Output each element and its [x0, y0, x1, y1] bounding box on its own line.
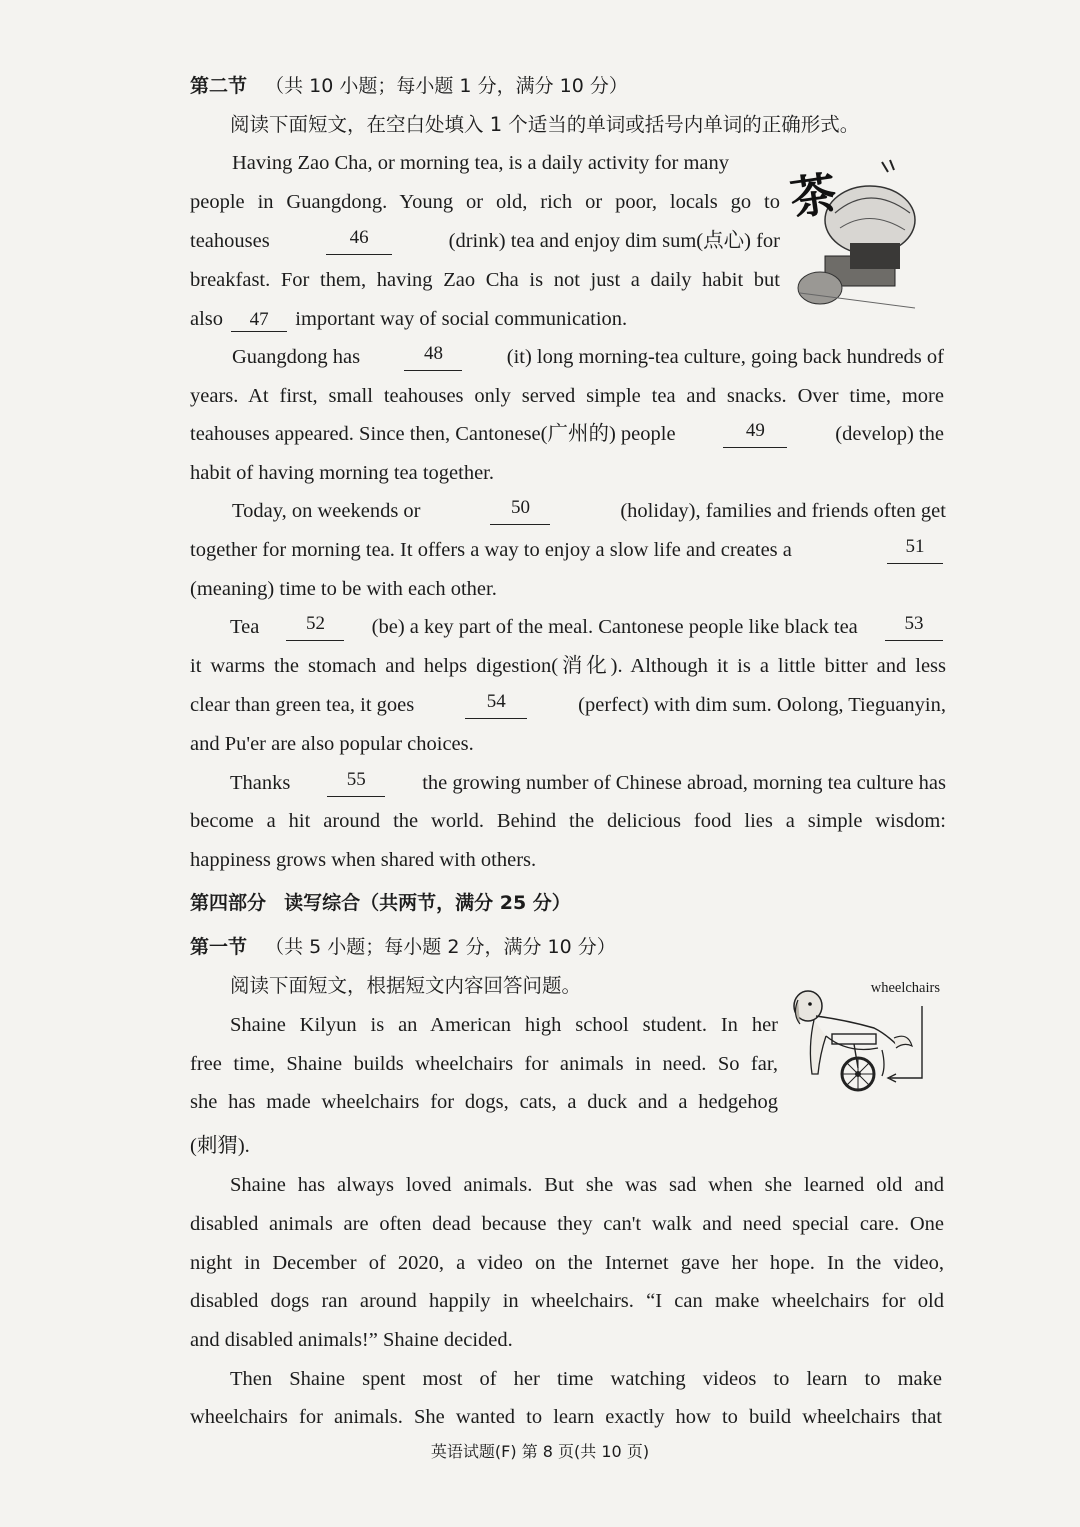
passage-line: (meaning) time to be with each other.: [190, 578, 497, 600]
text-span: Having Zao Cha, or morning tea, is a daily activity for many: [232, 152, 729, 174]
passage-line: years. At first, small teahouses only served simple tea and snacks. Over time, more: [190, 385, 944, 407]
page-footer: 英语试题(F) 第 8 页(共 10 页): [430, 1442, 650, 1461]
passage-line: and Pu'er are also popular choices.: [190, 733, 474, 755]
text-span: (perfect) with dim sum. Oolong, Tieguanyin,: [578, 694, 946, 716]
blank-52[interactable]: 52: [286, 613, 344, 641]
text-span: the growing number of Chinese abroad, morning tea culture has: [422, 772, 946, 794]
blank-53[interactable]: 53: [885, 613, 943, 641]
text-span: also: [190, 308, 224, 330]
tea-illustration: [786, 158, 925, 313]
blank-49[interactable]: 49: [723, 420, 787, 448]
passage-line: Then Shaine spent most of her time watching videos to learn to make: [230, 1368, 942, 1390]
passage-line: [190, 691, 946, 719]
text-span: Tea: [230, 616, 260, 638]
section-heading: [190, 72, 946, 100]
passage-line: [230, 613, 946, 641]
passage-line: disabled animals are often dead because they can't walk and need special care. One: [190, 1213, 944, 1235]
section-title: 第一节: [190, 936, 248, 958]
passage-line: wheelchairs for animals. She wanted to learn exactly how to build wheelchairs that: [190, 1406, 942, 1428]
section-instruction: 阅读下面短文，根据短文内容回答问题。: [230, 974, 582, 997]
passage-line: Shaine Kilyun is an American high school student. In her: [230, 1014, 778, 1036]
text-span: (it) long morning-tea culture, going back hundreds of: [506, 346, 944, 368]
passage-line: she has made wheelchairs for dogs, cats, a duck and a hedgehog: [190, 1091, 778, 1113]
section-heading: [190, 933, 946, 961]
passage-line: [232, 149, 780, 177]
text-span: (develop) the: [835, 423, 944, 445]
part-heading: [190, 889, 946, 917]
blank-55[interactable]: 55: [327, 769, 385, 797]
text-span: clear than green tea, it goes: [190, 694, 415, 716]
passage-line: breakfast. For them, having Zao Cha is not just a daily habit but: [190, 269, 780, 291]
part-subtitle: 读写综合（共两节，满分 25 分）: [284, 892, 571, 914]
section-note: （共 10 小题；每小题 1 分，满分 10 分）: [265, 75, 628, 97]
passage-line: and disabled animals!” Shaine decided.: [190, 1329, 513, 1351]
section-title: 第二节: [190, 75, 248, 97]
section-note: （共 5 小题；每小题 2 分，满分 10 分）: [265, 936, 616, 958]
text-span: Guangdong has: [232, 346, 361, 368]
passage-line: disabled dogs ran around happily in wheelchairs. “I can make wheelchairs for old: [190, 1290, 944, 1312]
passage-line: night in December of 2020, a video on the Internet gave her hope. In the video,: [190, 1252, 944, 1274]
tea-character: 茶: [786, 166, 840, 226]
text-span: teahouses: [190, 230, 270, 252]
dog-wheelchair-illustration: [786, 976, 946, 1101]
passage-line: [190, 305, 780, 333]
blank-54[interactable]: 54: [465, 691, 527, 719]
text-span: (holiday), families and friends often get: [620, 500, 946, 522]
passage-line: [232, 497, 946, 525]
text-span: (drink) tea and enjoy dim sum(点心) for: [448, 230, 780, 252]
passage-line: [190, 536, 946, 564]
passage-line: [230, 769, 946, 797]
blank-46[interactable]: 46: [326, 227, 392, 255]
section-instruction: 阅读下面短文，在空白处填入 1 个适当的单词或括号内单词的正确形式。: [230, 113, 860, 136]
passage-line: people in Guangdong. Young or old, rich or poor, locals go to: [190, 191, 780, 213]
passage-line: [232, 343, 944, 371]
passage-line: free time, Shaine builds wheelchairs for animals in need. So far,: [190, 1053, 778, 1075]
text-span: important way of social communication.: [295, 308, 628, 330]
wheelchairs-label: wheelchairs: [870, 980, 940, 996]
part-title: 第四部分: [190, 892, 267, 914]
passage-line: habit of having morning tea together.: [190, 462, 495, 484]
passage-line: [190, 227, 780, 255]
passage-line: it warms the stomach and helps digestion(消化). Although it is a little bitter and less: [190, 655, 946, 677]
blank-47[interactable]: 47: [231, 309, 287, 332]
blank-50[interactable]: 50: [490, 497, 550, 525]
text-span: Thanks: [230, 772, 291, 794]
passage-line: (刺猬).: [190, 1135, 250, 1157]
text-span: (be) a key part of the meal. Cantonese people like black tea: [371, 616, 858, 638]
passage-line: become a hit around the world. Behind the delicious food lies a simple wisdom:: [190, 810, 946, 832]
text-span: together for morning tea. It offers a way to enjoy a slow life and creates a: [190, 539, 792, 561]
blank-51[interactable]: 51: [887, 536, 943, 564]
passage-line: Shaine has always loved animals. But she was sad when she learned old and: [230, 1174, 944, 1196]
passage-line: [190, 420, 944, 448]
text-span: teahouses appeared. Since then, Cantonese(广州的) people: [190, 423, 676, 445]
passage-line: happiness grows when shared with others.: [190, 849, 537, 871]
text-span: Today, on weekends or: [232, 500, 421, 522]
blank-48[interactable]: 48: [404, 343, 462, 371]
